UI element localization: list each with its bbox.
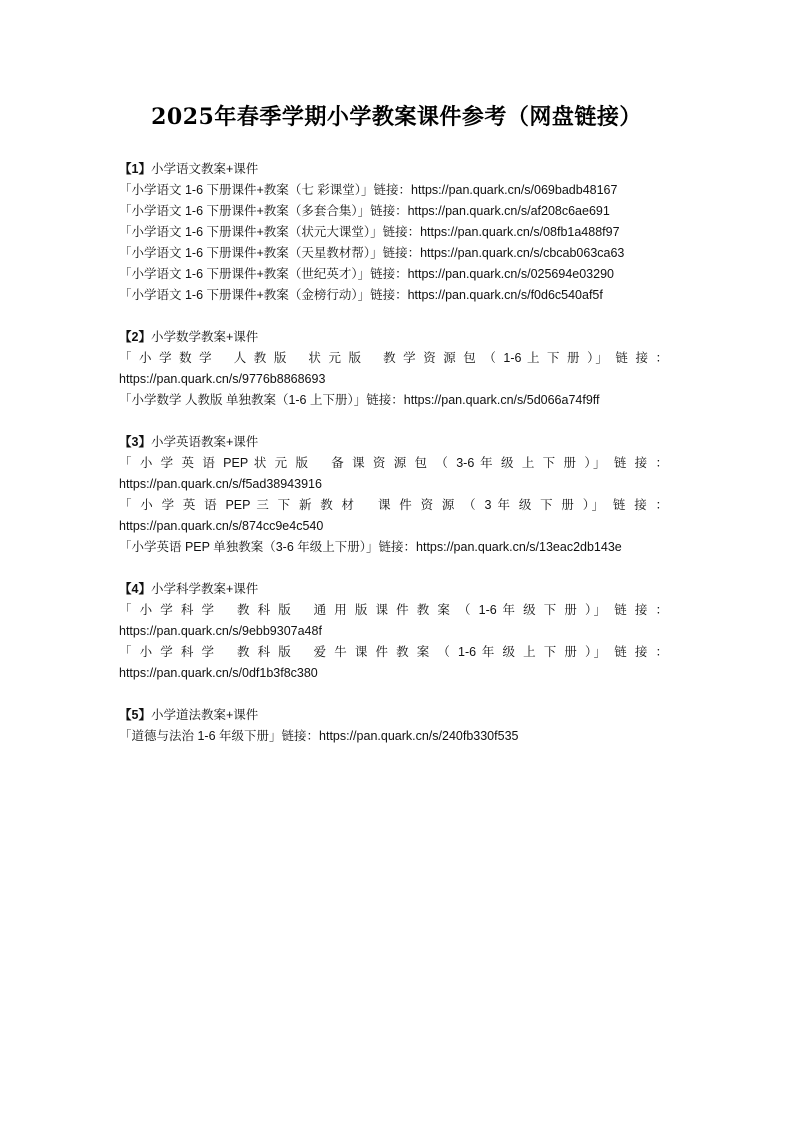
section-heading — [119, 579, 668, 600]
list-item — [119, 243, 668, 264]
section-heading — [119, 327, 668, 348]
section-morality-law — [119, 705, 668, 747]
section-number: 【1】 — [119, 162, 151, 176]
list-item — [119, 222, 668, 243]
page-title: 2025年春季学期小学教案课件参考（网盘链接） — [151, 104, 642, 130]
entry-label: 「 小 学 科 学 教 科 版 爱 牛 课 件 教 案 （ 1-6 年 级 上 下 册 ）」 链 接 ： — [119, 645, 668, 659]
resource-link[interactable]: https://pan.quark.cn/s/13eac2db143e — [416, 540, 622, 554]
section-heading — [119, 159, 668, 180]
list-item — [119, 201, 668, 222]
resource-link[interactable]: https://pan.quark.cn/s/f5ad38943916 — [119, 477, 322, 491]
entry-label: 「小学语文 1-6 下册课件+教案（金榜行动）」链接： — [119, 288, 408, 302]
section-number: 【4】 — [119, 582, 151, 596]
section-title: 小学数学教案+课件 — [150, 330, 259, 344]
entry-label: 「小学语文 1-6 下册课件+教案（多套合集）」链接： — [119, 204, 408, 218]
entry-label: 「 小 学 科 学 教 科 版 通 用 版 课 件 教 案 （ 1-6 年 级 下 册 ）」 链 接 ： — [119, 603, 668, 617]
entry-label: 「道德与法治 1-6 年级下册」链接： — [119, 729, 320, 743]
entry-label: 「 小 学 英 语 PEP 状 元 版 备 课 资 源 包 （ 3-6 年 级 上 下 册 ）」 链 接 ： — [119, 456, 668, 470]
list-item — [119, 264, 668, 285]
section-heading — [119, 705, 668, 726]
entry-label: 「小学英语 PEP 单独教案（3-6 年级上下册）」链接： — [119, 540, 417, 554]
section-number: 【5】 — [119, 708, 151, 722]
list-item — [119, 348, 668, 390]
resource-link[interactable]: https://pan.quark.cn/s/069badb48167 — [411, 183, 618, 197]
resource-link[interactable]: https://pan.quark.cn/s/0df1b3f8c380 — [119, 666, 318, 680]
resource-link[interactable]: https://pan.quark.cn/s/f0d6c540af5f — [407, 288, 603, 302]
entry-label: 「小学语文 1-6 下册课件+教案（状元大课堂）」链接： — [119, 225, 421, 239]
section-math — [119, 327, 668, 411]
section-title: 小学语文教案+课件 — [150, 162, 259, 176]
entry-label: 「小学语文 1-6 下册课件+教案（七 彩课堂）」链接： — [119, 183, 412, 197]
section-title: 小学英语教案+课件 — [150, 435, 259, 449]
resource-link[interactable]: https://pan.quark.cn/s/240fb330f535 — [319, 729, 519, 743]
entry-label: 「 小 学 英 语 PEP 三 下 新 教 材 课 件 资 源 （ 3 年 级 下 册 ）」 链 接 ： — [119, 498, 668, 512]
section-title: 小学科学教案+课件 — [150, 582, 259, 596]
section-english — [119, 432, 668, 558]
list-item — [119, 642, 668, 684]
section-chinese — [119, 159, 668, 306]
section-number: 【2】 — [119, 330, 151, 344]
resource-link[interactable]: https://pan.quark.cn/s/025694e03290 — [407, 267, 614, 281]
resource-link[interactable]: https://pan.quark.cn/s/08fb1a488f97 — [420, 225, 620, 239]
resource-link[interactable]: https://pan.quark.cn/s/9776b8868693 — [119, 372, 326, 386]
list-item — [119, 453, 668, 495]
section-heading — [119, 432, 668, 453]
section-science — [119, 579, 668, 684]
resource-link[interactable]: https://pan.quark.cn/s/cbcab063ca63 — [420, 246, 625, 260]
entry-label: 「小学语文 1-6 下册课件+教案（天星教材帮）」链接： — [119, 246, 421, 260]
list-item — [119, 180, 668, 201]
list-item — [119, 537, 668, 558]
section-number: 【3】 — [119, 435, 151, 449]
list-item — [119, 285, 668, 306]
document-body — [119, 159, 668, 768]
resource-link[interactable]: https://pan.quark.cn/s/9ebb9307a48f — [119, 624, 322, 638]
resource-link[interactable]: https://pan.quark.cn/s/5d066a74f9ff — [403, 393, 600, 407]
resource-link[interactable]: https://pan.quark.cn/s/af208c6ae691 — [407, 204, 610, 218]
entry-label: 「 小 学 数 学 人 教 版 状 元 版 教 学 资 源 包 （ 1-6 上 下 册 ）」 链 接 ： — [119, 351, 668, 365]
list-item — [119, 600, 668, 642]
resource-link[interactable]: https://pan.quark.cn/s/874cc9e4c540 — [119, 519, 324, 533]
entry-label: 「小学语文 1-6 下册课件+教案（世纪英才）」链接： — [119, 267, 408, 281]
entry-label: 「小学数学 人教版 单独教案（1-6 上下册）」链接： — [119, 393, 404, 407]
list-item — [119, 726, 668, 747]
section-title: 小学道法教案+课件 — [150, 708, 259, 722]
list-item — [119, 390, 668, 411]
list-item — [119, 495, 668, 537]
